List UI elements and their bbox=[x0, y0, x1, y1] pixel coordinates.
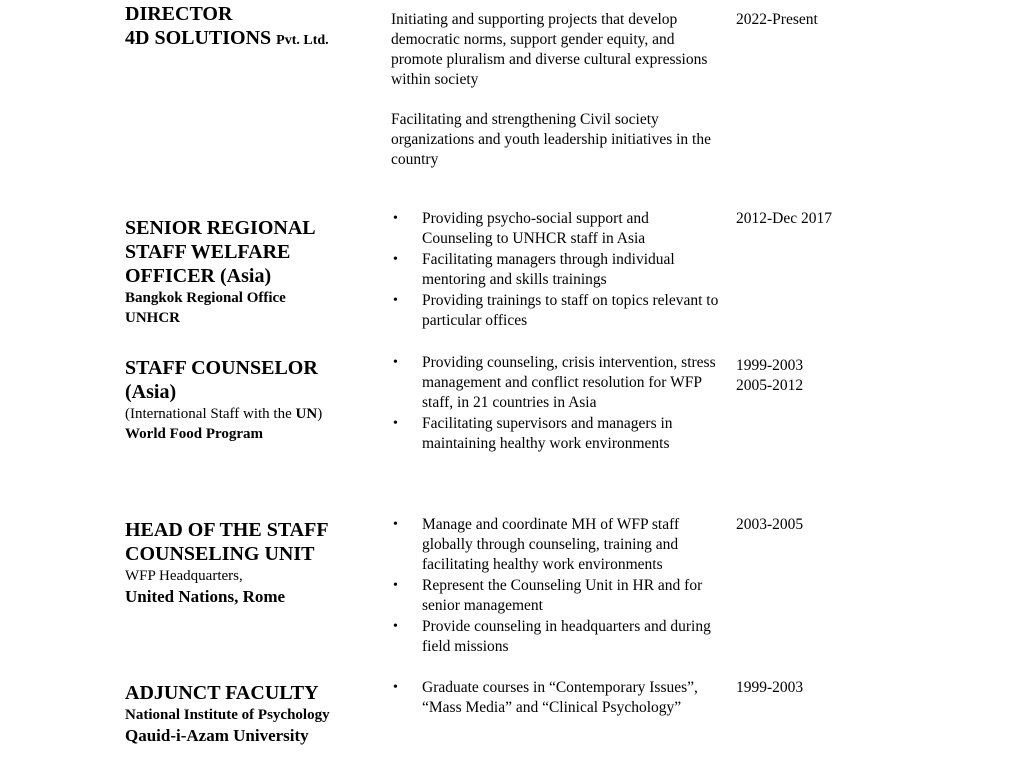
duty-text: Facilitating managers through individual mentoring and skills trainings bbox=[422, 251, 675, 288]
duties-list bbox=[391, 209, 721, 331]
job-description bbox=[391, 678, 721, 719]
job-dates bbox=[736, 356, 936, 396]
description-paragraph: Initiating and supporting projects that develop democratic norms, support gender equity, and promote pluralism and diverse cultural expressions within society bbox=[391, 11, 708, 88]
job-dates bbox=[736, 678, 936, 698]
job-title-line: ADJUNCT FACULTY bbox=[125, 682, 319, 704]
institute-name: National Institute of Psychology bbox=[125, 707, 330, 723]
job-description bbox=[391, 353, 721, 455]
job-title: DIRECTOR bbox=[125, 3, 233, 25]
job-title-block bbox=[125, 2, 380, 53]
bullet-icon: • bbox=[393, 578, 398, 593]
bullet-icon: • bbox=[393, 517, 398, 532]
duty-text: Represent the Counseling Unit in HR and for senior management bbox=[422, 577, 703, 614]
bullet-icon: • bbox=[393, 680, 398, 695]
job-title-block bbox=[125, 356, 380, 444]
duty-text: Providing psycho-social support and Counseling to UNHCR staff in Asia bbox=[422, 210, 649, 247]
organization-name-text: 4D SOLUTIONS bbox=[125, 27, 272, 49]
duty-text: Facilitating supervisors and managers in maintaining healthy work environments bbox=[422, 415, 673, 452]
job-description bbox=[391, 10, 721, 170]
bullet-icon: • bbox=[393, 355, 398, 370]
duties-list bbox=[391, 515, 721, 657]
duty-item bbox=[391, 678, 721, 718]
duty-item bbox=[391, 291, 721, 331]
duty-text: Provide counseling in headquarters and during field missions bbox=[422, 618, 711, 655]
duty-item bbox=[391, 353, 721, 413]
job-title-line: OFFICER (Asia) bbox=[125, 265, 272, 287]
job-title-line: HEAD OF THE STAFF bbox=[125, 519, 329, 541]
organization-name: United Nations, Rome bbox=[125, 587, 286, 606]
organization-name bbox=[125, 26, 380, 53]
job-dates bbox=[736, 209, 936, 229]
organization-name: Qauid-i-Azam University bbox=[125, 726, 309, 745]
job-title-block bbox=[125, 216, 380, 328]
organization-suffix: Pvt. Ltd. bbox=[276, 33, 329, 48]
date-range: 1999-2003 bbox=[736, 679, 804, 696]
duty-text: Providing counseling, crisis intervention, stress management and conflict resolution for WFP staff, in 21 countries in Asia bbox=[422, 354, 716, 411]
duty-item bbox=[391, 617, 721, 657]
duty-item bbox=[391, 250, 721, 290]
duty-item bbox=[391, 576, 721, 616]
date-range: 2012-Dec 2017 bbox=[736, 210, 832, 227]
description-paragraph: Facilitating and strengthening Civil society organizations and youth leadership initiatives in the country bbox=[391, 111, 711, 168]
date-range: 2003-2005 bbox=[736, 516, 804, 533]
staff-status: (International Staff with the UN) bbox=[125, 406, 323, 422]
duty-item bbox=[391, 209, 721, 249]
bullet-icon: • bbox=[393, 293, 398, 308]
organization-name: World Food Program bbox=[125, 426, 264, 442]
duty-item bbox=[391, 515, 721, 575]
duty-text: Manage and coordinate MH of WFP staff globally through counseling, training and facilitating healthy work environments bbox=[422, 516, 680, 573]
job-title-line: STAFF COUNSELOR bbox=[125, 357, 318, 379]
duty-item bbox=[391, 414, 721, 454]
job-description bbox=[391, 515, 721, 658]
job-title-line: SENIOR REGIONAL bbox=[125, 217, 316, 239]
date-range: 2005-2012 bbox=[736, 377, 804, 394]
job-title-block bbox=[125, 681, 380, 747]
job-description bbox=[391, 209, 721, 332]
job-dates bbox=[736, 10, 936, 30]
bullet-icon: • bbox=[393, 619, 398, 634]
bullet-icon: • bbox=[393, 252, 398, 267]
job-title-block bbox=[125, 518, 380, 608]
office-name: Bangkok Regional Office bbox=[125, 290, 286, 306]
office-name: WFP Headquarters, bbox=[125, 568, 243, 584]
duty-text: Graduate courses in “Contemporary Issues”, “Mass Media” and “Clinical Psychology” bbox=[422, 679, 698, 716]
date-range: 2022-Present bbox=[736, 11, 818, 28]
job-title-line: COUNSELING UNIT bbox=[125, 543, 315, 565]
job-title-line: STAFF WELFARE bbox=[125, 241, 291, 263]
date-range: 1999-2003 bbox=[736, 357, 804, 374]
bullet-icon: • bbox=[393, 211, 398, 226]
job-title-line: (Asia) bbox=[125, 381, 177, 403]
duties-list bbox=[391, 353, 721, 454]
organization-name: UNHCR bbox=[125, 310, 180, 326]
job-dates bbox=[736, 515, 936, 535]
bullet-icon: • bbox=[393, 416, 398, 431]
duties-list bbox=[391, 678, 721, 718]
duty-text: Providing trainings to staff on topics relevant to particular offices bbox=[422, 292, 719, 329]
